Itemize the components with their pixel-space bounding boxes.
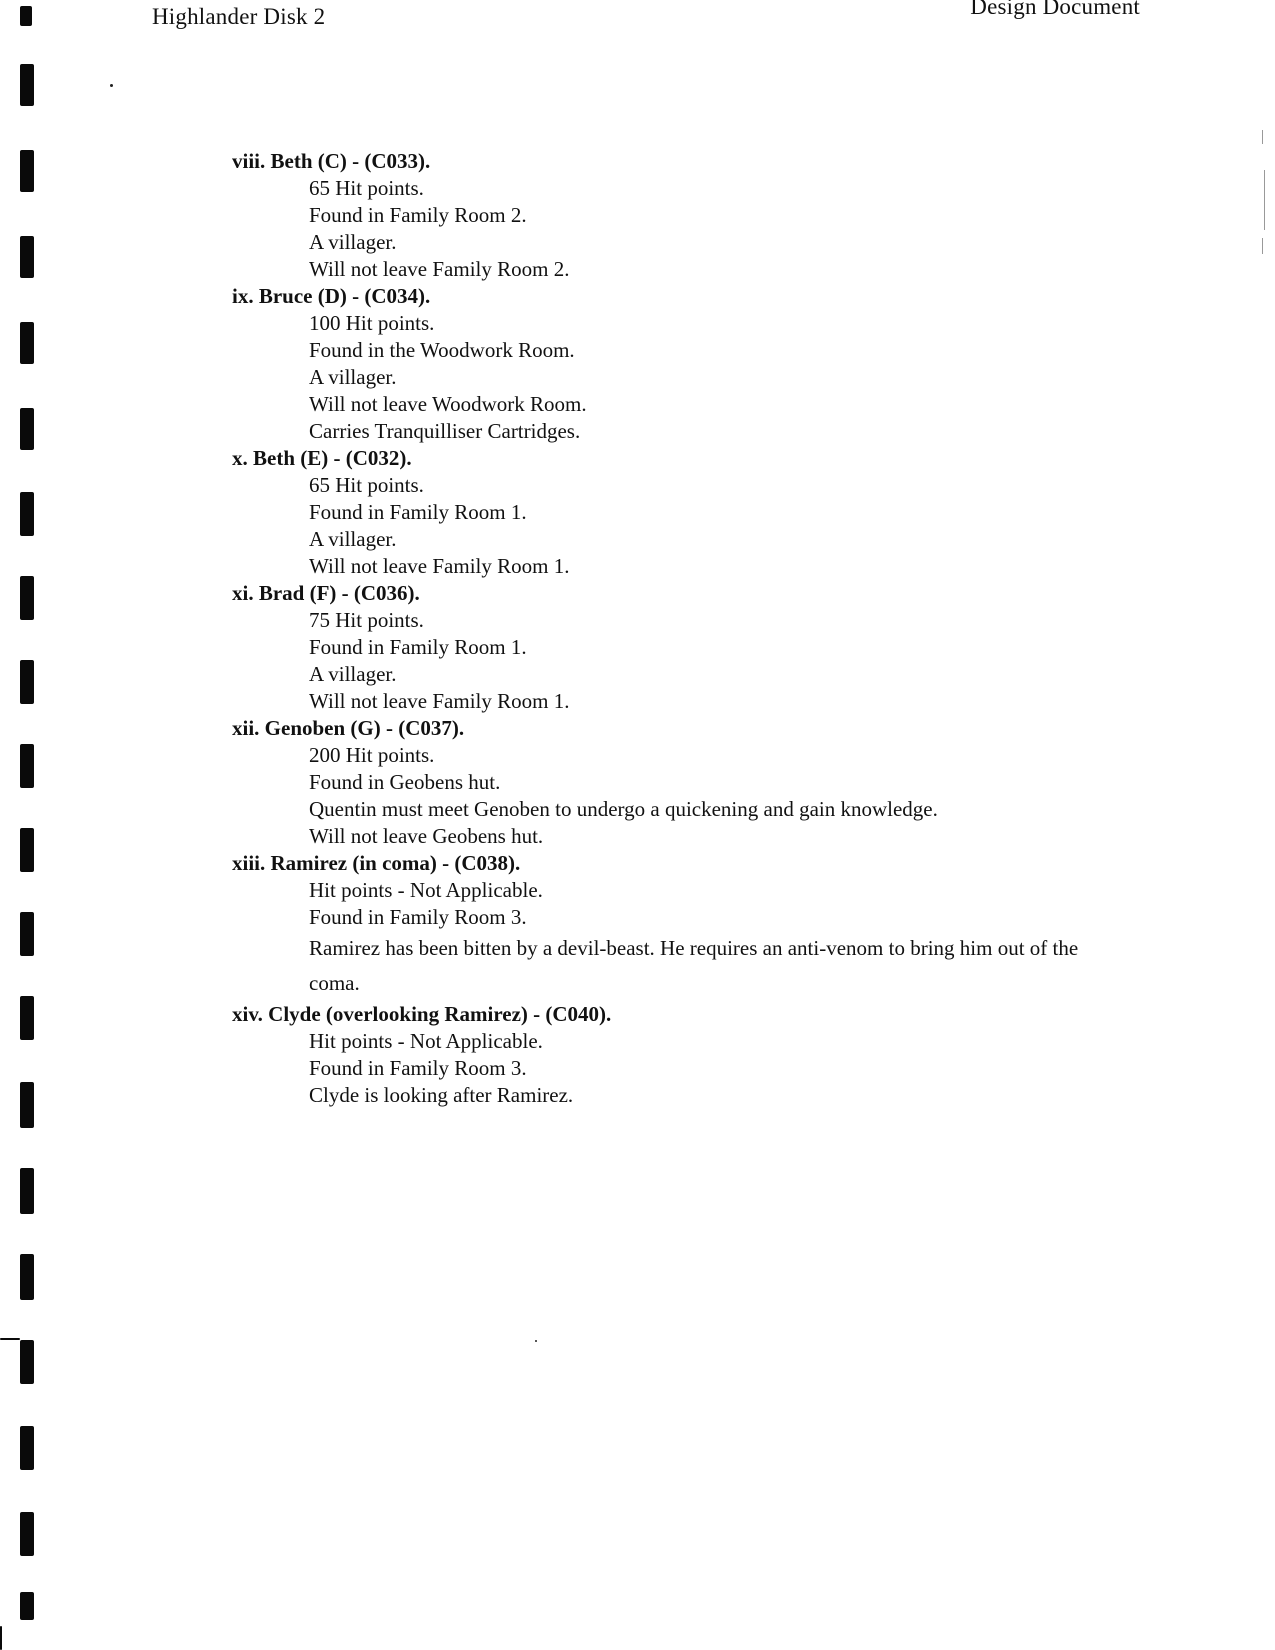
entry-title: xiv. Clyde (overlooking Ramirez) - (C040). <box>232 1002 612 1026</box>
entry-line: 75 Hit points. <box>309 608 424 632</box>
npc-entry <box>232 580 1152 715</box>
binder-tick <box>0 1338 20 1340</box>
speck <box>535 1340 537 1342</box>
npc-entry <box>232 850 1152 1001</box>
entry-line: Hit points - Not Applicable. <box>309 878 543 902</box>
entry-line: Found in Family Room 2. <box>309 203 527 227</box>
entry-title: viii. Beth (C) - (C033). <box>232 149 431 173</box>
entry-line: Will not leave Family Room 1. <box>309 554 570 578</box>
entry-line: 65 Hit points. <box>309 176 424 200</box>
entry-line: Carries Tranquilliser Cartridges. <box>309 419 581 443</box>
entry-line: 65 Hit points. <box>309 473 424 497</box>
entry-line: Found in Family Room 3. <box>309 905 527 929</box>
entry-line: Quentin must meet Genoben to undergo a quickening and gain knowledge. <box>309 797 938 821</box>
binder-tick <box>0 1626 2 1650</box>
punch-mark <box>20 1082 34 1128</box>
punch-mark <box>20 1340 34 1384</box>
entry-line: 200 Hit points. <box>309 743 435 767</box>
entry-line: Found in Family Room 3. <box>309 1056 527 1080</box>
entry-line: Will not leave Family Room 1. <box>309 689 570 713</box>
entry-line: A villager. <box>309 662 397 686</box>
npc-list <box>232 148 1152 1109</box>
punch-mark <box>20 1592 34 1620</box>
entry-line: Found in the Woodwork Room. <box>309 338 575 362</box>
entry-title: xi. Brad (F) - (C036). <box>232 581 420 605</box>
punch-mark <box>20 744 34 788</box>
punch-mark <box>20 1512 34 1556</box>
edge-mark <box>1262 130 1263 144</box>
punch-mark <box>20 576 34 620</box>
entry-line: Found in Family Room 1. <box>309 500 527 524</box>
entry-line: Ramirez has been bitten by a devil-beast. He requires an anti-venom to bring him out of the coma. <box>309 936 1079 995</box>
npc-entry <box>232 148 1152 283</box>
entry-line: Will not leave Family Room 2. <box>309 257 570 281</box>
punch-mark <box>20 660 34 704</box>
entry-line: Hit points - Not Applicable. <box>309 1029 543 1053</box>
entry-line: Clyde is looking after Ramirez. <box>309 1083 574 1107</box>
punch-mark <box>20 408 34 450</box>
entry-line: Will not leave Geobens hut. <box>309 824 544 848</box>
header-title: Highlander Disk 2 <box>152 4 326 29</box>
punch-mark <box>20 1426 34 1470</box>
edge-mark <box>1264 170 1265 230</box>
entry-line: A villager. <box>309 527 397 551</box>
punch-mark <box>20 1168 34 1214</box>
npc-entry <box>232 1001 1152 1109</box>
entry-line: 100 Hit points. <box>309 311 435 335</box>
punch-mark <box>20 64 34 106</box>
entry-title: x. Beth (E) - (C032). <box>232 446 412 470</box>
entry-line: Found in Family Room 1. <box>309 635 527 659</box>
entry-title: xii. Genoben (G) - (C037). <box>232 716 465 740</box>
punch-mark <box>20 322 34 364</box>
punch-mark <box>20 150 34 192</box>
speck <box>110 84 113 87</box>
entry-title: ix. Bruce (D) - (C034). <box>232 284 431 308</box>
npc-entry <box>232 445 1152 580</box>
punch-mark <box>20 828 34 872</box>
punch-mark <box>20 1254 34 1300</box>
edge-mark <box>1262 238 1263 254</box>
punch-mark <box>20 236 34 278</box>
punch-mark <box>20 912 34 956</box>
entry-line: A villager. <box>309 365 397 389</box>
punch-mark <box>20 996 34 1040</box>
npc-entry <box>232 283 1152 445</box>
punch-mark <box>20 492 34 536</box>
npc-entry <box>232 715 1152 850</box>
header-doc-type: Design Document <box>970 0 1140 19</box>
entry-line: A villager. <box>309 230 397 254</box>
punch-mark <box>20 6 32 26</box>
entry-title: xiii. Ramirez (in coma) - (C038). <box>232 851 521 875</box>
entry-line: Found in Geobens hut. <box>309 770 501 794</box>
entry-line: Will not leave Woodwork Room. <box>309 392 587 416</box>
